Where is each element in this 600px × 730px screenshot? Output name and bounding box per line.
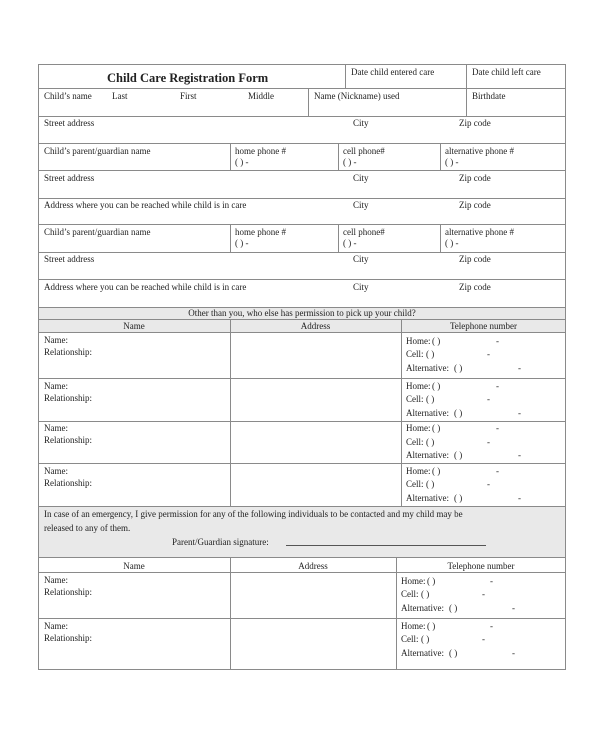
alt-phone-field[interactable]: ( ) - — [445, 238, 459, 248]
guardian-street-address-field[interactable] — [40, 185, 564, 196]
pickup-col-phone: Telephone number — [449, 321, 518, 331]
pickup-address-field[interactable] — [233, 380, 399, 420]
emergency-name-label: Name: — [44, 621, 68, 631]
pickup-address-field[interactable] — [233, 423, 399, 462]
guardian-name-field[interactable] — [40, 157, 228, 168]
pickup-address-field[interactable] — [233, 465, 399, 505]
home-phone-label: home phone # — [235, 227, 286, 237]
pickup-cell-field[interactable]: ( ) — [426, 437, 435, 447]
guardian-name-label: Child’s parent/guardian name — [44, 227, 151, 237]
home-phone-field[interactable]: ( ) - — [235, 157, 249, 167]
pickup-alt-label: Alternative: — [406, 363, 449, 373]
pickup-cell-label: Cell: — [406, 479, 424, 489]
emergency-cell-label: Cell: — [401, 589, 419, 599]
middle-name-label: Middle — [248, 91, 274, 101]
first-name-label: First — [180, 91, 197, 101]
emergency-relationship-label: Relationship: — [44, 633, 92, 643]
pickup-name-label: Name: — [44, 381, 68, 391]
pickup-heading: Other than you, who else has permission to pick up your child? — [188, 308, 416, 318]
signature-label: Parent/Guardian signature: — [172, 537, 269, 547]
date-entered-field[interactable] — [348, 79, 463, 87]
signature-field[interactable] — [286, 545, 486, 546]
pickup-alt-field[interactable]: ( ) — [454, 450, 463, 460]
child-name-field[interactable] — [40, 103, 306, 114]
child-street-address-field[interactable] — [40, 130, 564, 141]
pickup-name-label: Name: — [44, 423, 68, 433]
pickup-home-field[interactable]: ( ) — [432, 423, 441, 433]
zip-code-label: Zip code — [459, 200, 491, 210]
home-phone-field[interactable]: ( ) - — [235, 238, 249, 248]
emergency-home-field[interactable]: ( ) — [427, 576, 436, 586]
zip-code-label: Zip code — [459, 254, 491, 264]
city-label: City — [353, 254, 369, 264]
emergency-home-field[interactable]: ( ) — [427, 621, 436, 631]
emergency-alt-label: Alternative: — [401, 603, 444, 613]
home-phone-label: home phone # — [235, 146, 286, 156]
pickup-home-field[interactable]: ( ) — [432, 381, 441, 391]
pickup-alt-label: Alternative: — [406, 493, 449, 503]
emergency-relationship-label: Relationship: — [44, 587, 92, 597]
birthdate-label: Birthdate — [472, 91, 506, 101]
emergency-name-label: Name: — [44, 575, 68, 585]
nickname-field[interactable] — [310, 103, 464, 114]
emergency-cell-field[interactable]: ( ) — [421, 634, 430, 644]
pickup-cell-label: Cell: — [406, 349, 424, 359]
care-address-label: Address where you can be reached while child is in care — [44, 282, 247, 292]
pickup-name-label: Name: — [44, 335, 68, 345]
alt-phone-field[interactable]: ( ) - — [445, 157, 459, 167]
nickname-label: Name (Nickname) used — [314, 91, 400, 101]
pickup-name-label: Name: — [44, 466, 68, 476]
pickup-relationship-label: Relationship: — [44, 347, 92, 357]
birthdate-field[interactable] — [468, 103, 564, 114]
guardian-name-field[interactable] — [40, 238, 228, 249]
emergency-home-label: Home: — [401, 576, 426, 586]
last-name-label: Last — [112, 91, 128, 101]
pickup-cell-field[interactable]: ( ) — [426, 479, 435, 489]
pickup-relationship-label: Relationship: — [44, 478, 92, 488]
care-address-field[interactable] — [40, 294, 564, 305]
pickup-home-field[interactable]: ( ) — [432, 336, 441, 346]
pickup-cell-field[interactable]: ( ) — [426, 394, 435, 404]
emergency-alt-field[interactable]: ( ) — [449, 648, 458, 658]
date-left-field[interactable] — [469, 79, 563, 87]
emergency-address-field[interactable] — [233, 574, 394, 616]
emergency-home-label: Home: — [401, 621, 426, 631]
date-left-label: Date child left care — [472, 67, 541, 77]
pickup-home-label: Home: — [406, 381, 431, 391]
city-label: City — [353, 118, 369, 128]
childs-name-label: Child’s name — [44, 91, 92, 101]
cell-phone-label: cell phone# — [343, 227, 385, 237]
alt-phone-label: alternative phone # — [445, 227, 514, 237]
date-entered-label: Date child entered care — [351, 67, 435, 77]
pickup-col-address: Address — [300, 321, 331, 331]
emergency-address-field[interactable] — [233, 620, 394, 668]
city-label: City — [353, 282, 369, 292]
emergency-col-name: Name — [123, 561, 145, 571]
emergency-cell-label: Cell: — [401, 634, 419, 644]
pickup-address-field[interactable] — [233, 334, 399, 376]
emergency-text-cont: released to any of them. — [44, 523, 131, 533]
zip-code-label: Zip code — [459, 173, 491, 183]
emergency-col-phone: Telephone number — [447, 561, 515, 571]
pickup-home-label: Home: — [406, 423, 431, 433]
guardian-name-label: Child’s parent/guardian name — [44, 146, 151, 156]
cell-phone-field[interactable]: ( ) - — [343, 157, 357, 167]
form-title: Child Care Registration Form — [107, 71, 269, 85]
pickup-home-label: Home: — [406, 466, 431, 476]
pickup-cell-field[interactable]: ( ) — [426, 349, 435, 359]
care-address-field[interactable] — [40, 212, 564, 223]
street-address-label: Street address — [44, 254, 95, 264]
pickup-alt-field[interactable]: ( ) — [454, 363, 463, 373]
pickup-alt-field[interactable]: ( ) — [454, 493, 463, 503]
cell-phone-label: cell phone# — [343, 146, 385, 156]
pickup-cell-label: Cell: — [406, 394, 424, 404]
alt-phone-label: alternative phone # — [445, 146, 514, 156]
emergency-alt-label: Alternative: — [401, 648, 444, 658]
emergency-cell-field[interactable]: ( ) — [421, 589, 430, 599]
pickup-alt-field[interactable]: ( ) — [454, 408, 463, 418]
pickup-col-name: Name — [123, 321, 145, 331]
pickup-relationship-label: Relationship: — [44, 393, 92, 403]
pickup-relationship-label: Relationship: — [44, 435, 92, 445]
city-label: City — [353, 173, 369, 183]
pickup-home-field[interactable]: ( ) — [432, 466, 441, 476]
emergency-alt-field[interactable]: ( ) — [449, 603, 458, 613]
zip-code-label: Zip code — [459, 118, 491, 128]
guardian-street-address-field[interactable] — [40, 266, 564, 277]
emergency-text: In case of an emergency, I give permission for any of the following individuals to be contacted and my child may be — [44, 509, 463, 519]
care-address-label: Address where you can be reached while child is in care — [44, 200, 247, 210]
pickup-home-label: Home: — [406, 336, 431, 346]
pickup-cell-label: Cell: — [406, 437, 424, 447]
zip-code-label: Zip code — [459, 282, 491, 292]
pickup-alt-label: Alternative: — [406, 408, 449, 418]
pickup-alt-label: Alternative: — [406, 450, 449, 460]
city-label: City — [353, 200, 369, 210]
cell-phone-field[interactable]: ( ) - — [343, 238, 357, 248]
street-address-label: Street address — [44, 173, 95, 183]
emergency-col-address: Address — [298, 561, 328, 571]
street-address-label: Street address — [44, 118, 95, 128]
